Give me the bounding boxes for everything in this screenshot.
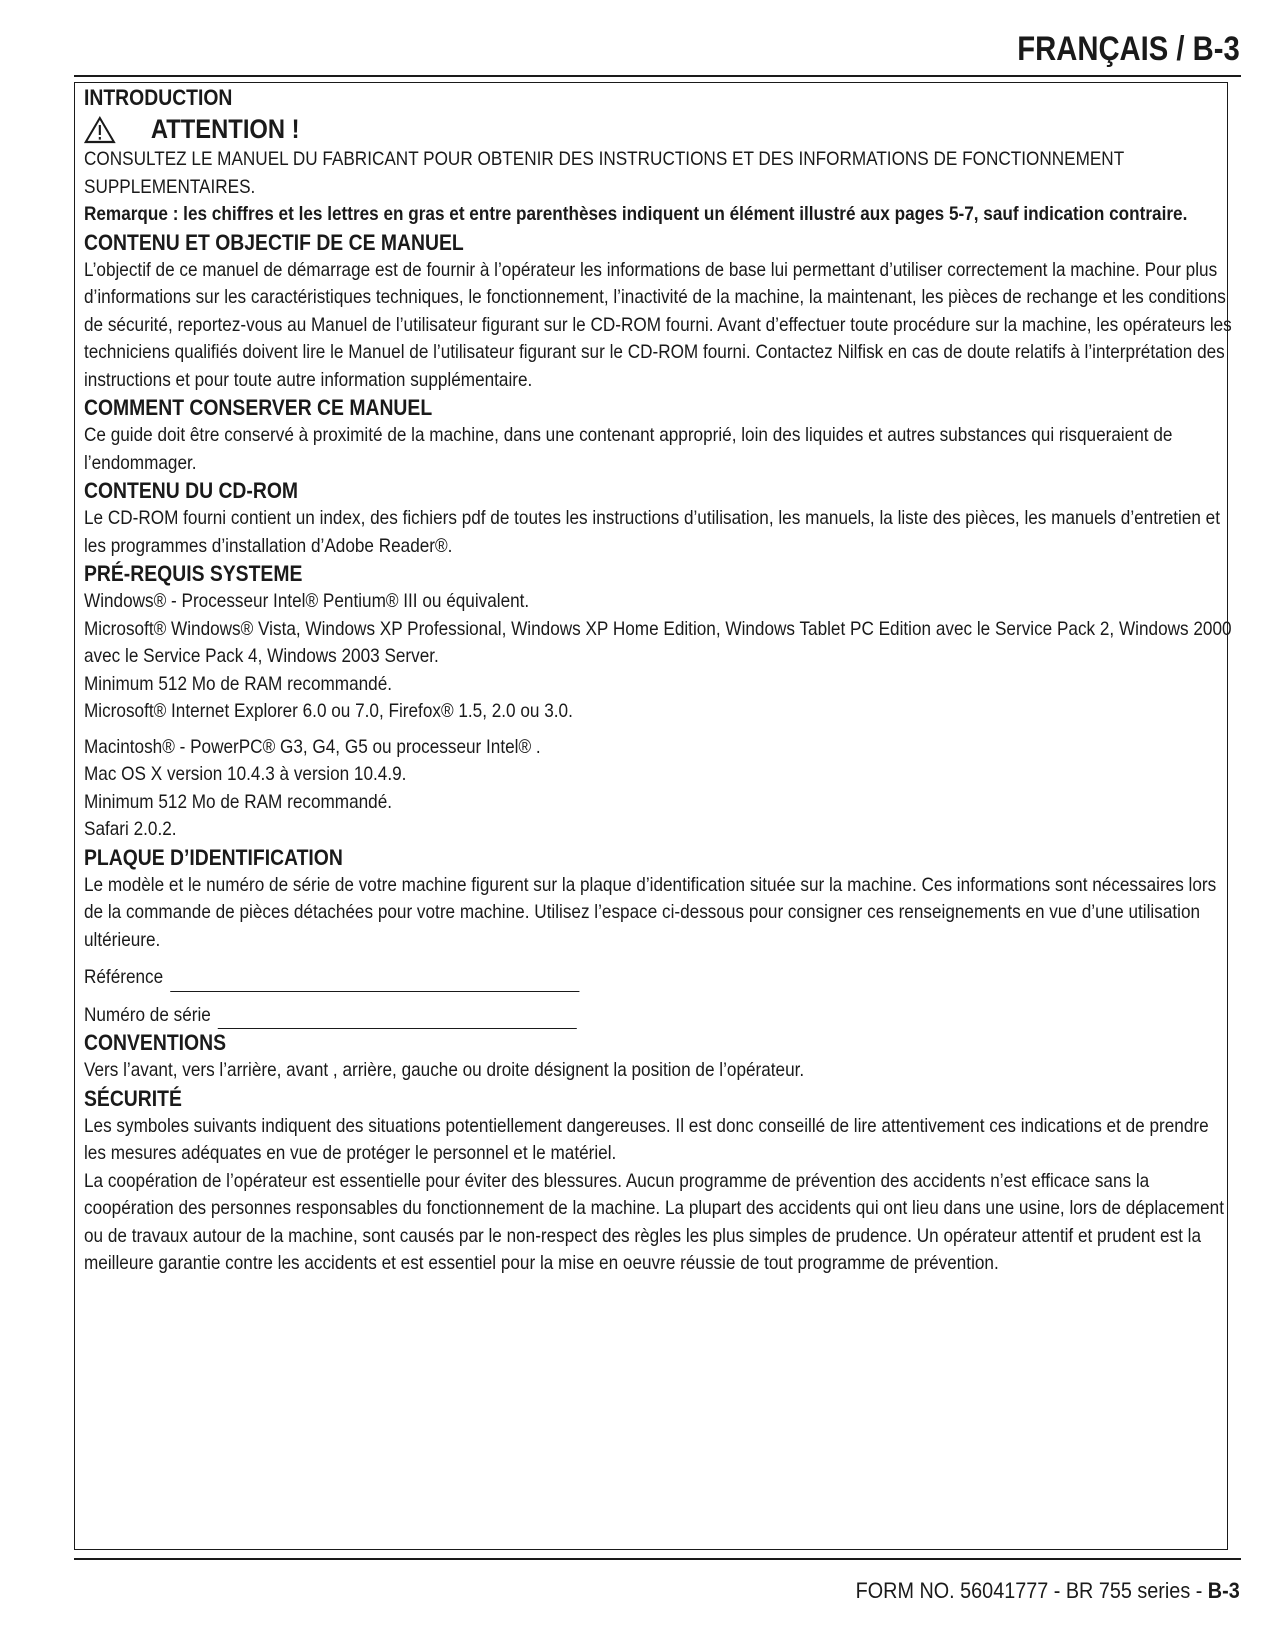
document-body (84, 84, 1232, 1278)
prereq-windows-line: Windows® - Processeur Intel® Pentium® III ou équivalent. (84, 590, 530, 612)
warning-triangle-icon (84, 116, 116, 144)
serial-blank-line[interactable] (218, 1008, 577, 1029)
introduction-heading: INTRODUCTION (84, 85, 233, 110)
conventions-text: Vers l’avant, vers l’arrière, avant , arrière, gauche ou droite désignent la position de l’opérateur. (84, 1059, 805, 1081)
footer-rule (74, 1558, 1241, 1560)
serial-label: Numéro de série (84, 1003, 211, 1026)
cdrom-text: Le CD-ROM fourni contient un index, des fichiers pdf de toutes les instructions d’utilisation, les manuels, la liste des pièces, les manuels d’entretien et les programmes d’installation d’Adobe Reader®. (84, 507, 1220, 557)
reference-blank-line[interactable] (170, 971, 579, 992)
page-header-title: FRANÇAIS / B-3 (1017, 30, 1240, 68)
contenu-heading: CONTENU ET OBJECTIF DE CE MANUEL (84, 229, 464, 255)
securite-text-2: La coopération de l’opérateur est essentielle pour éviter des blessures. Aucun programme de prévention des accidents n’est efficace sans la coopération des personnes responsables du fonctionnement de la machine. La plupart des accidents qui ont lieu dans une usine, lors de déplacement ou de travaux autour de la machine, sont causés par le non-respect des règles les plus simples de prudence. Un opérateur attentif et prudent est la meilleure garantie contre les accidents et est essentiel pour la mise en oeuvre réussie de tout programme de prévention. (84, 1169, 1224, 1274)
securite-heading: SÉCURITÉ (84, 1085, 182, 1111)
attention-text: CONSULTEZ LE MANUEL DU FABRICANT POUR OBTENIR DES INSTRUCTIONS ET DES INFORMATIONS DE FONCTIONNEMENT SUPPLEMENTAIRES. (84, 148, 1124, 198)
reference-field[interactable] (84, 964, 1232, 992)
conventions-heading: CONVENTIONS (84, 1030, 226, 1055)
prereq-windows-line: Minimum 512 Mo de RAM recommandé. (84, 672, 393, 695)
prereq-mac-line: Minimum 512 Mo de RAM recommandé. (84, 790, 393, 813)
contenu-text: L’objectif de ce manuel de démarrage est de fournir à l’opérateur les informations de base lui permettant d’utiliser correctement la machine. Pour plus d’informations sur les caractéristiques techniques, le fonctionnement, l’inactivité de la machine, la maintenant, les pièces de rechange et les conditions de sécurité, reportez-vous au Manuel de l’utilisateur figurant sur le CD-ROM fourni. Avant d’effectuer toute procédure sur la machine, les opérateurs les techniciens qualifiés doivent lire le Manuel de l’utilisateur figurant sur le CD-ROM fourni. Contactez Nilfisk en cas de doute relatifs à l’interprétation des instructions et pour toute autre information supplémentaire. (84, 258, 1232, 391)
attention-block (84, 116, 1232, 144)
prereq-mac-line: Macintosh® - PowerPC® G3, G4, G5 ou processeur Intel® . (84, 735, 541, 758)
serial-field[interactable] (84, 1002, 1232, 1030)
cdrom-heading: CONTENU DU CD-ROM (84, 478, 299, 503)
plaque-heading: PLAQUE D’IDENTIFICATION (84, 844, 343, 870)
prereq-windows-line: Microsoft® Windows® Vista, Windows XP Professional, Windows XP Home Edition, Windows Tablet PC Edition avec le Service Pack 2, Windows 2000 avec le Service Pack 4, Windows 2003 Server. (84, 617, 1232, 667)
prereq-mac-line: Mac OS X version 10.4.3 à version 10.4.9. (84, 763, 407, 785)
remark-text: Remarque : les chiffres et les lettres en gras et entre parenthèses indiquent un élément illustré aux pages 5-7, sauf indication contraire. (84, 203, 1188, 225)
securite-text-1: Les symboles suivants indiquent des situations potentiellement dangereuses. Il est donc conseillé de lire attentivement ces indications et de prendre les mesures adéquates en vue de protéger le personnel et le matériel. (84, 1114, 1209, 1164)
reference-label: Référence (84, 966, 164, 988)
page-footer (856, 1578, 1240, 1604)
conserver-heading: COMMENT CONSERVER CE MANUEL (84, 395, 433, 420)
prereq-mac-line: Safari 2.0.2. (84, 818, 177, 840)
attention-title: ATTENTION ! (150, 114, 300, 145)
footer-page-number: B-3 (1208, 1578, 1240, 1603)
prereq-heading: PRÉ-REQUIS SYSTEME (84, 561, 303, 586)
prereq-windows-line: Microsoft® Internet Explorer 6.0 ou 7.0, Firefox® 1.5, 2.0 ou 3.0. (84, 700, 573, 722)
header-rule (74, 75, 1241, 77)
plaque-text: Le modèle et le numéro de série de votre machine figurent sur la plaque d’identification située sur la machine. Ces informations sont nécessaires lors de la commande de pièces détachées pour votre machine. Utilisez l’espace ci-dessous pour consigner ces renseignements en vue d’une utilisation ultérieure. (84, 873, 1217, 951)
conserver-text: Ce guide doit être conservé à proximité de la machine, dans une contenant approprié, loin des liquides et autres substances qui risqueraient de l’endommager. (84, 424, 1173, 474)
footer-form-text: FORM NO. 56041777 - BR 755 series - (855, 1578, 1209, 1603)
